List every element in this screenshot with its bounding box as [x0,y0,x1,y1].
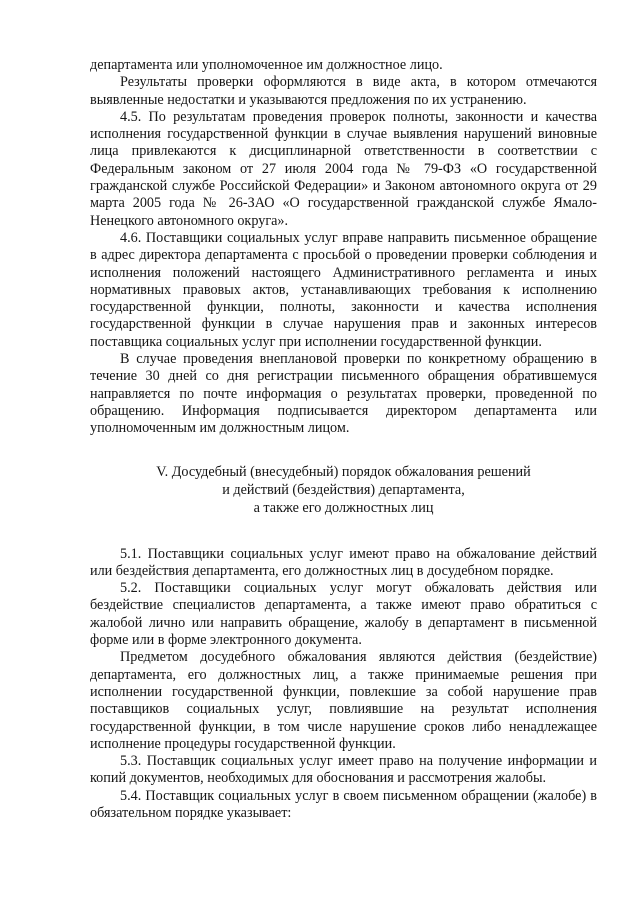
paragraph-4-6: 4.6. Поставщики социальных услуг вправе направить письменное обращение в адрес директора департамента с просьбой о проведении проверки соблюдения и исполнения положений настоящего Административного регламента и иных нормативных правовых актов, устанавливающих требования к исполнению государственной функции, полноты, законности и качества исполнения государственной функции в случае нарушения прав и законных интересов поставщика социальных услуг при исполнении государственной функции. [90,229,597,350]
section-heading [90,463,597,517]
section-heading-line-2: и действий (бездействия) департамента, [222,481,465,498]
section-heading-line-3: а также его должностных лиц [253,499,434,516]
paragraph-unscheduled-inspection: В случае проведения внеплановой проверки по конкретному обращению в течение 30 дней со дня регистрации письменного обращения обратившемуся направляется по почте информация о результатах проверки, проведенной по обращению. Информация подписывается директором департамента или уполномоченным им должностным лицом. [90,351,597,437]
paragraph-continuation: департамента или уполномоченное им должностное лицо. [90,57,443,73]
paragraph-5-1: 5.1. Поставщики социальных услуг имеют право на обжалование действий или бездействия департамента, его должностных лиц в досудебном порядке. [90,545,597,579]
paragraph-5-2: 5.2. Поставщики социальных услуг могут обжаловать действия или бездействие специалистов департамента, а также имеют право обратиться с жалобой лично или направить обращение, жалобу в департамент в письменной форме или в форме электронного документа. [90,580,597,649]
section-heading-line-1: V. Досудебный (внесудебный) порядок обжалования решений [156,463,531,480]
paragraph-4-5: 4.5. По результатам проведения проверок полноты, законности и качества исполнения государственной функции в случае выявления нарушений виновные лица привлекаются к дисциплинарной ответственности в соответствии с Федеральным законом от 27 июля 2004 года № 79-ФЗ «О государственной гражданской службе Российской Федерации» и Законом автономного округа от 29 марта 2005 года № 26-ЗАО «О государственной гражданской службе Ямало-Ненецкого автономного округа». [90,108,597,229]
paragraph-5-4: 5.4. Поставщик социальных услуг в своем письменном обращении (жалобе) в обязательном порядке указывает: [90,787,597,821]
paragraph-inspection-results: Результаты проверки оформляются в виде акта, в котором отмечаются выявленные недостатки и указываются предложения по их устранению. [90,74,597,108]
paragraph-subject-of-appeal: Предметом досудебного обжалования являются действия (бездействие) департамента, его должностных лиц, а также принимаемые решения при исполнении государственной функции, повлекшие за собой нарушение прав поставщиков социальных услуг, повлиявшие на результат исполнения государственной функции, в том числе нарушение сроков либо ненадлежащее исполнение процедуры государственной функции. [90,649,597,752]
paragraph-5-3: 5.3. Поставщик социальных услуг имеет право на получение информации и копий документов, необходимых для обоснования и рассмотрения жалобы. [90,753,597,787]
document-text [90,57,597,822]
